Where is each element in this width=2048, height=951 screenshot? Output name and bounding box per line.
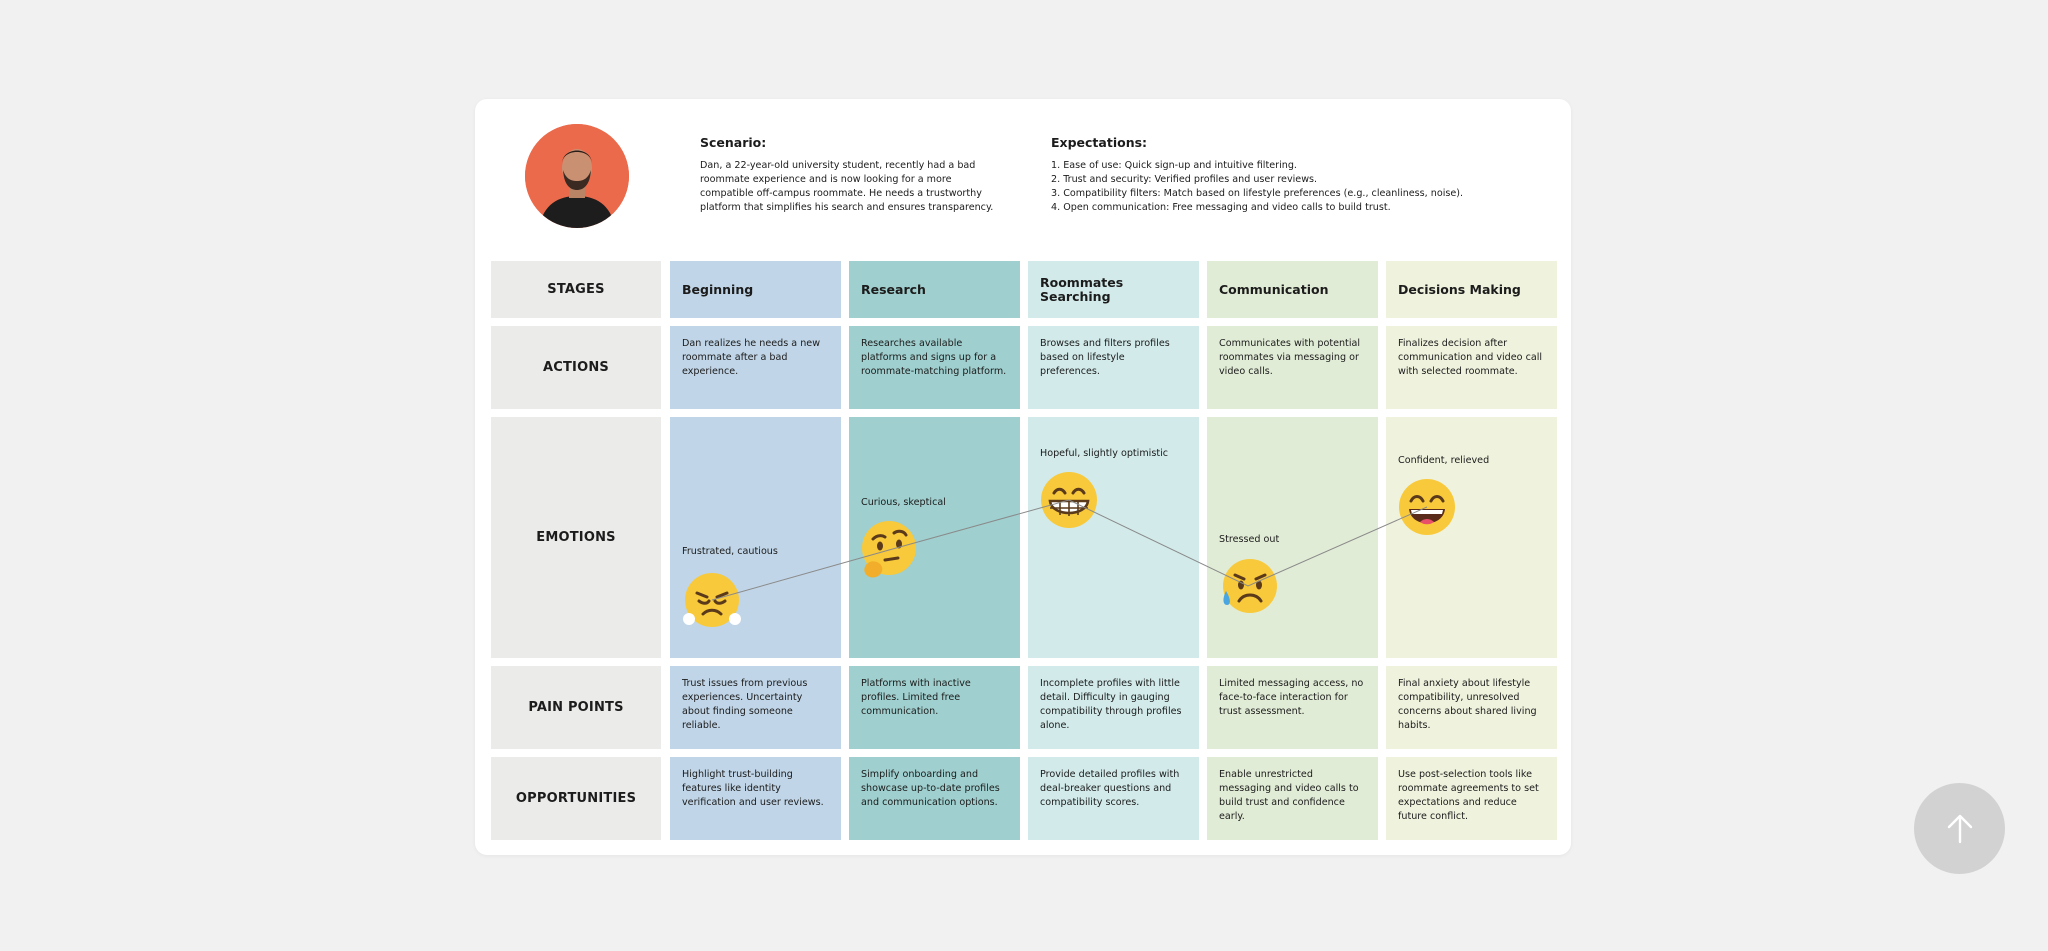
expectations-title: Expectations:	[1051, 135, 1148, 150]
pain-point-cell-roommates-searching: Incomplete profiles with little detail. Difficulty in gauging compatibility through profiles alone.	[1028, 666, 1199, 749]
opportunity-cell-decisions-making: Use post-selection tools like roommate agreements to set expectations and reduce future conflict.	[1386, 757, 1557, 840]
pain-point-cell-communication: Limited messaging access, no face-to-face interaction for trust assessment.	[1207, 666, 1378, 749]
expectation-item: 4. Open communication: Free messaging and video calls to build trust.	[1051, 202, 1391, 213]
expectation-item: 2. Trust and security: Verified profiles and user reviews.	[1051, 174, 1318, 185]
stage-header-roommates-searching: Roommates Searching	[1028, 261, 1199, 318]
action-cell-communication: Communicates with potential roommates via messaging or video calls.	[1207, 326, 1378, 409]
emotion-label: Confident, relieved	[1398, 455, 1490, 466]
action-cell-roommates-searching: Browses and filters profiles based on lifestyle preferences.	[1028, 326, 1199, 409]
pain-point-cell-beginning: Trust issues from previous experiences. Uncertainty about finding someone reliable.	[670, 666, 841, 749]
frustrated-face-icon	[681, 569, 743, 631]
person-avatar-icon	[525, 124, 629, 228]
person-avatar	[525, 124, 629, 228]
row-label-pain-points: PAIN POINTS	[491, 666, 661, 749]
scenario-title: Scenario:	[700, 135, 767, 150]
journey-map-card	[475, 99, 1571, 855]
pain-point-cell-research: Platforms with inactive profiles. Limited free communication.	[849, 666, 1020, 749]
row-label-stages: STAGES	[491, 261, 661, 318]
opportunity-cell-communication: Enable unrestricted messaging and video calls to build trust and confidence early.	[1207, 757, 1378, 840]
emotion-label: Hopeful, slightly optimistic	[1040, 448, 1169, 459]
stage-header-communication: Communication	[1207, 261, 1378, 318]
pain-point-cell-decisions-making: Final anxiety about lifestyle compatibility, unresolved concerns about shared living habits.	[1386, 666, 1557, 749]
row-label-actions: ACTIONS	[491, 326, 661, 409]
action-cell-decisions-making: Finalizes decision after communication and video call with selected roommate.	[1386, 326, 1557, 409]
action-cell-research: Researches available platforms and signs up for a roommate-matching platform.	[849, 326, 1020, 409]
emotion-label: Curious, skeptical	[861, 497, 946, 508]
scenario-section	[700, 135, 1000, 215]
emotion-label: Stressed out	[1219, 534, 1280, 545]
opportunity-cell-beginning: Highlight trust-building features like identity verification and user reviews.	[670, 757, 841, 840]
expectation-item: 1. Ease of use: Quick sign-up and intuitive filtering.	[1051, 160, 1297, 171]
expectations-section	[1051, 135, 1491, 215]
smiling-face-icon	[1396, 476, 1458, 538]
action-cell-beginning: Dan realizes he needs a new roommate after a bad experience.	[670, 326, 841, 409]
expectations-list	[1051, 159, 1491, 215]
stage-header-beginning: Beginning	[670, 261, 841, 318]
row-label-opportunities: OPPORTUNITIES	[491, 757, 661, 840]
scenario-text: Dan, a 22-year-old university student, recently had a bad roommate experience and is now looking for a more compatible off-campus roommate. He needs a trustworthy platform that simplifies his search and ensures transparency.	[700, 160, 994, 213]
stage-header-decisions-making: Decisions Making	[1386, 261, 1557, 318]
scroll-to-top-button[interactable]	[1914, 783, 2005, 874]
opportunity-cell-research: Simplify onboarding and showcase up-to-date profiles and communication options.	[849, 757, 1020, 840]
emotion-label: Frustrated, cautious	[682, 546, 778, 557]
grinning-face-icon	[1038, 469, 1100, 531]
stage-header-research: Research	[849, 261, 1020, 318]
opportunity-cell-roommates-searching: Provide detailed profiles with deal-breaker questions and compatibility scores.	[1028, 757, 1199, 840]
stressed-face-icon	[1217, 555, 1279, 617]
arrow-up-icon	[1943, 812, 1977, 846]
row-label-emotions: EMOTIONS	[491, 417, 661, 658]
thinking-face-icon	[858, 519, 920, 581]
expectation-item: 3. Compatibility filters: Match based on lifestyle preferences (e.g., cleanliness, noise).	[1051, 188, 1464, 199]
